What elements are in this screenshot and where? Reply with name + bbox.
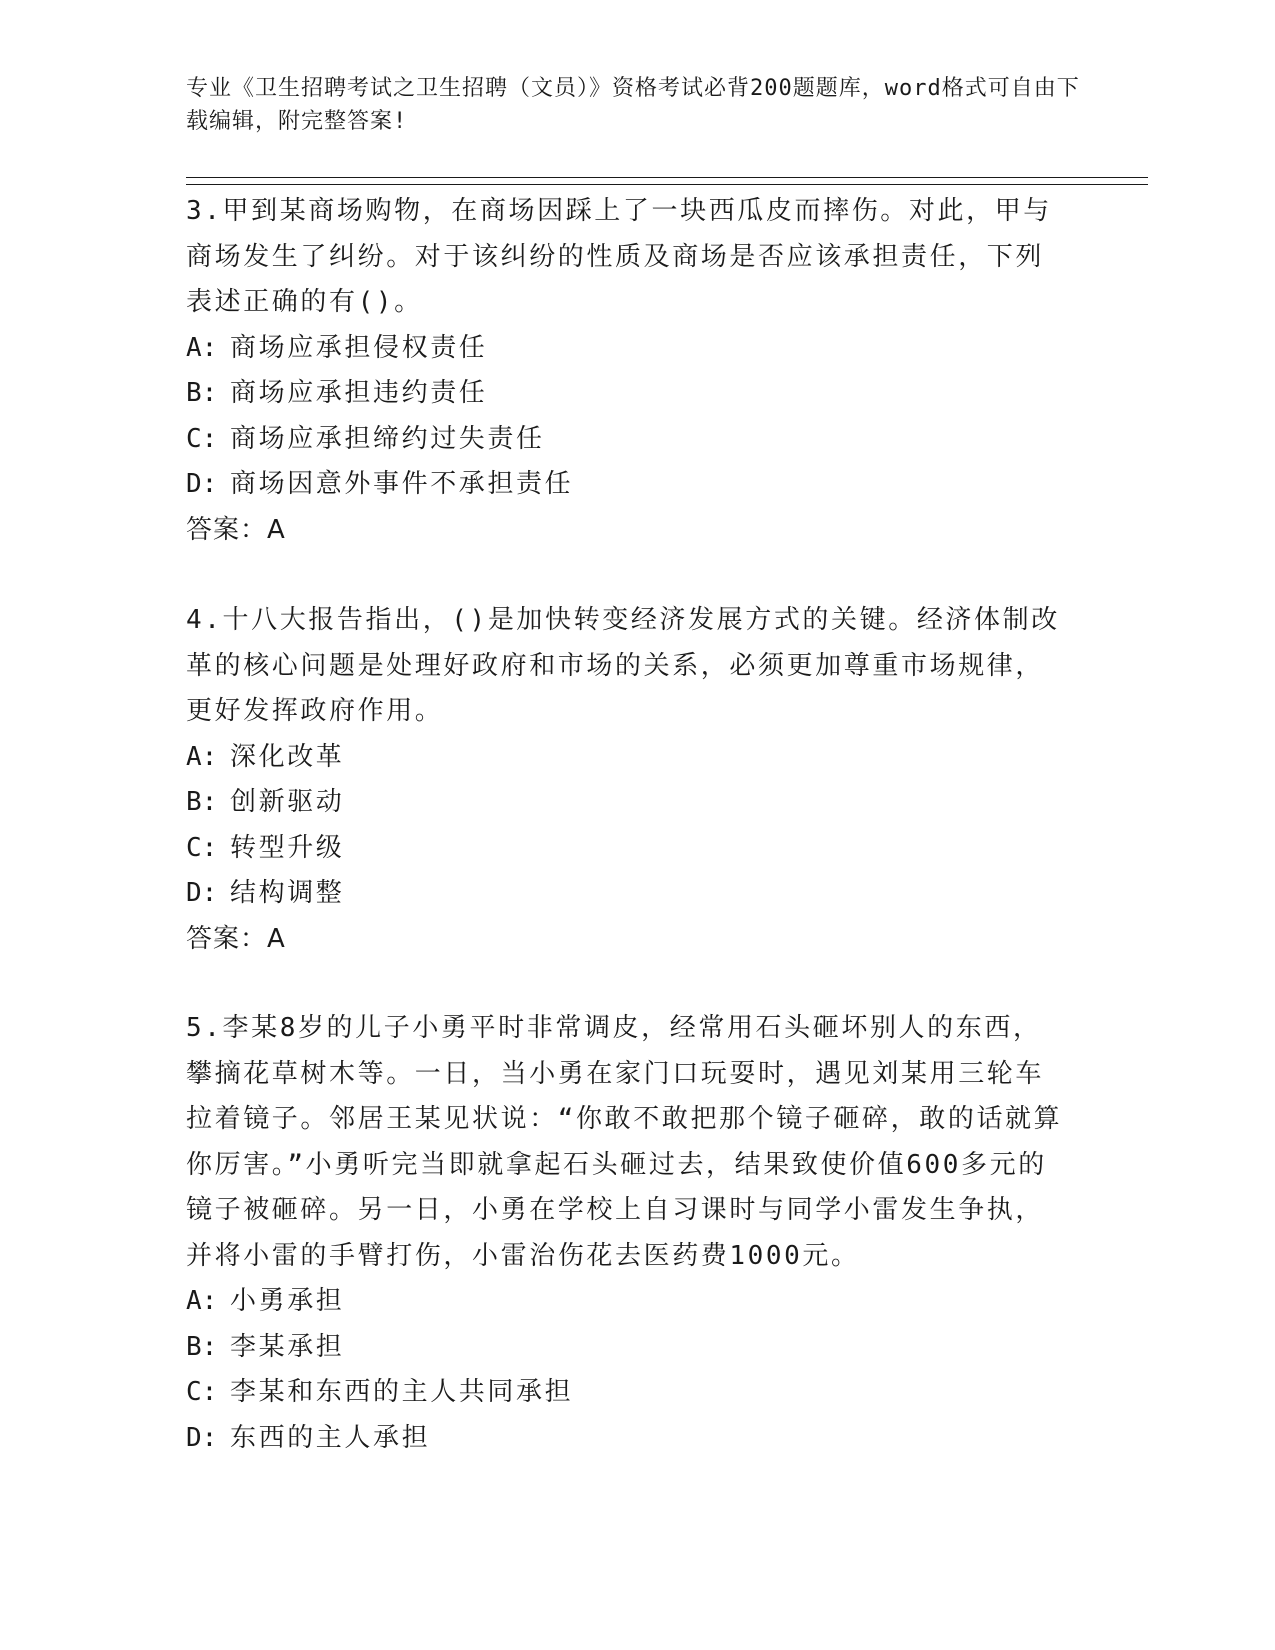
option-letter: C:: [186, 832, 218, 863]
option-letter: B:: [186, 1331, 218, 1362]
option-letter: C:: [186, 1377, 218, 1407]
option-c: [186, 826, 1066, 872]
option-letter: B:: [186, 378, 218, 408]
question-3: [186, 189, 1066, 553]
option-d: [186, 871, 1066, 917]
option-c: [186, 417, 1066, 463]
option-b: [186, 780, 1066, 826]
option-a: [186, 735, 1066, 781]
option-text: 商场因意外事件不承担责任: [230, 469, 574, 499]
option-text: 李某承担: [230, 1331, 345, 1362]
option-text: 东西的主人承担: [230, 1422, 431, 1453]
option-letter: A:: [186, 332, 218, 363]
option-d: [186, 1416, 1066, 1462]
option-a: [186, 326, 1066, 372]
option-c: [186, 1370, 1066, 1416]
question-stem: 5.李某8岁的儿子小勇平时非常调皮，经常用石头砸坏别人的东西，攀摘花草树木等。一日，当小勇在家门口玩耍时，遇见刘某用三轮车拉着镜子。邻居王某见状说：“你敢不敢把那个镜子砸碎，敢的话就算你厉害。”小勇听完当即就拿起石头砸过去，结果致使价值600多元的镜子被砸碎。另一日，小勇在学校上自习课时与同学小雷发生争执，并将小雷的手臂打伤，小雷治伤花去医药费1000元。: [186, 1013, 1063, 1271]
question-stem: 4.十八大报告指出，()是加快转变经济发展方式的关键。经济体制改革的核心问题是处理好政府和市场的关系，必须更加尊重市场规律，更好发挥政府作用。: [186, 605, 1060, 726]
option-text: 深化改革: [230, 741, 345, 772]
header-rule-top: [186, 177, 1148, 178]
answer: 答案：A: [186, 514, 286, 545]
answer: 答案：A: [186, 923, 286, 954]
question-5: [186, 1006, 1066, 1461]
page-header: 专业《卫生招聘考试之卫生招聘（文员）》资格考试必背200题题库，word格式可自由下载编辑，附完整答案!: [186, 76, 1080, 134]
option-letter: D:: [186, 1422, 218, 1453]
option-text: 商场应承担违约责任: [230, 378, 488, 408]
option-text: 结构调整: [230, 878, 345, 908]
header-rule-bottom: [186, 184, 1148, 185]
option-letter: A:: [186, 1286, 218, 1316]
option-text: 创新驱动: [230, 787, 345, 817]
option-b: [186, 371, 1066, 417]
option-letter: A:: [186, 741, 218, 772]
option-text: 小勇承担: [230, 1286, 345, 1316]
option-letter: C:: [186, 423, 218, 454]
question-stem: 3.甲到某商场购物，在商场因踩上了一块西瓜皮而摔伤。对此，甲与商场发生了纠纷。对于该纠纷的性质及商场是否应该承担责任，下列表述正确的有()。: [186, 196, 1052, 317]
option-d: [186, 462, 1066, 508]
option-b: [186, 1325, 1066, 1371]
question-4: [186, 598, 1066, 962]
option-text: 转型升级: [230, 832, 345, 863]
option-letter: D:: [186, 469, 218, 499]
option-text: 商场应承担侵权责任: [230, 332, 488, 363]
option-letter: D:: [186, 878, 218, 908]
option-letter: B:: [186, 787, 218, 817]
option-a: [186, 1279, 1066, 1325]
option-text: 李某和东西的主人共同承担: [230, 1377, 574, 1407]
option-text: 商场应承担缔约过失责任: [230, 423, 545, 454]
